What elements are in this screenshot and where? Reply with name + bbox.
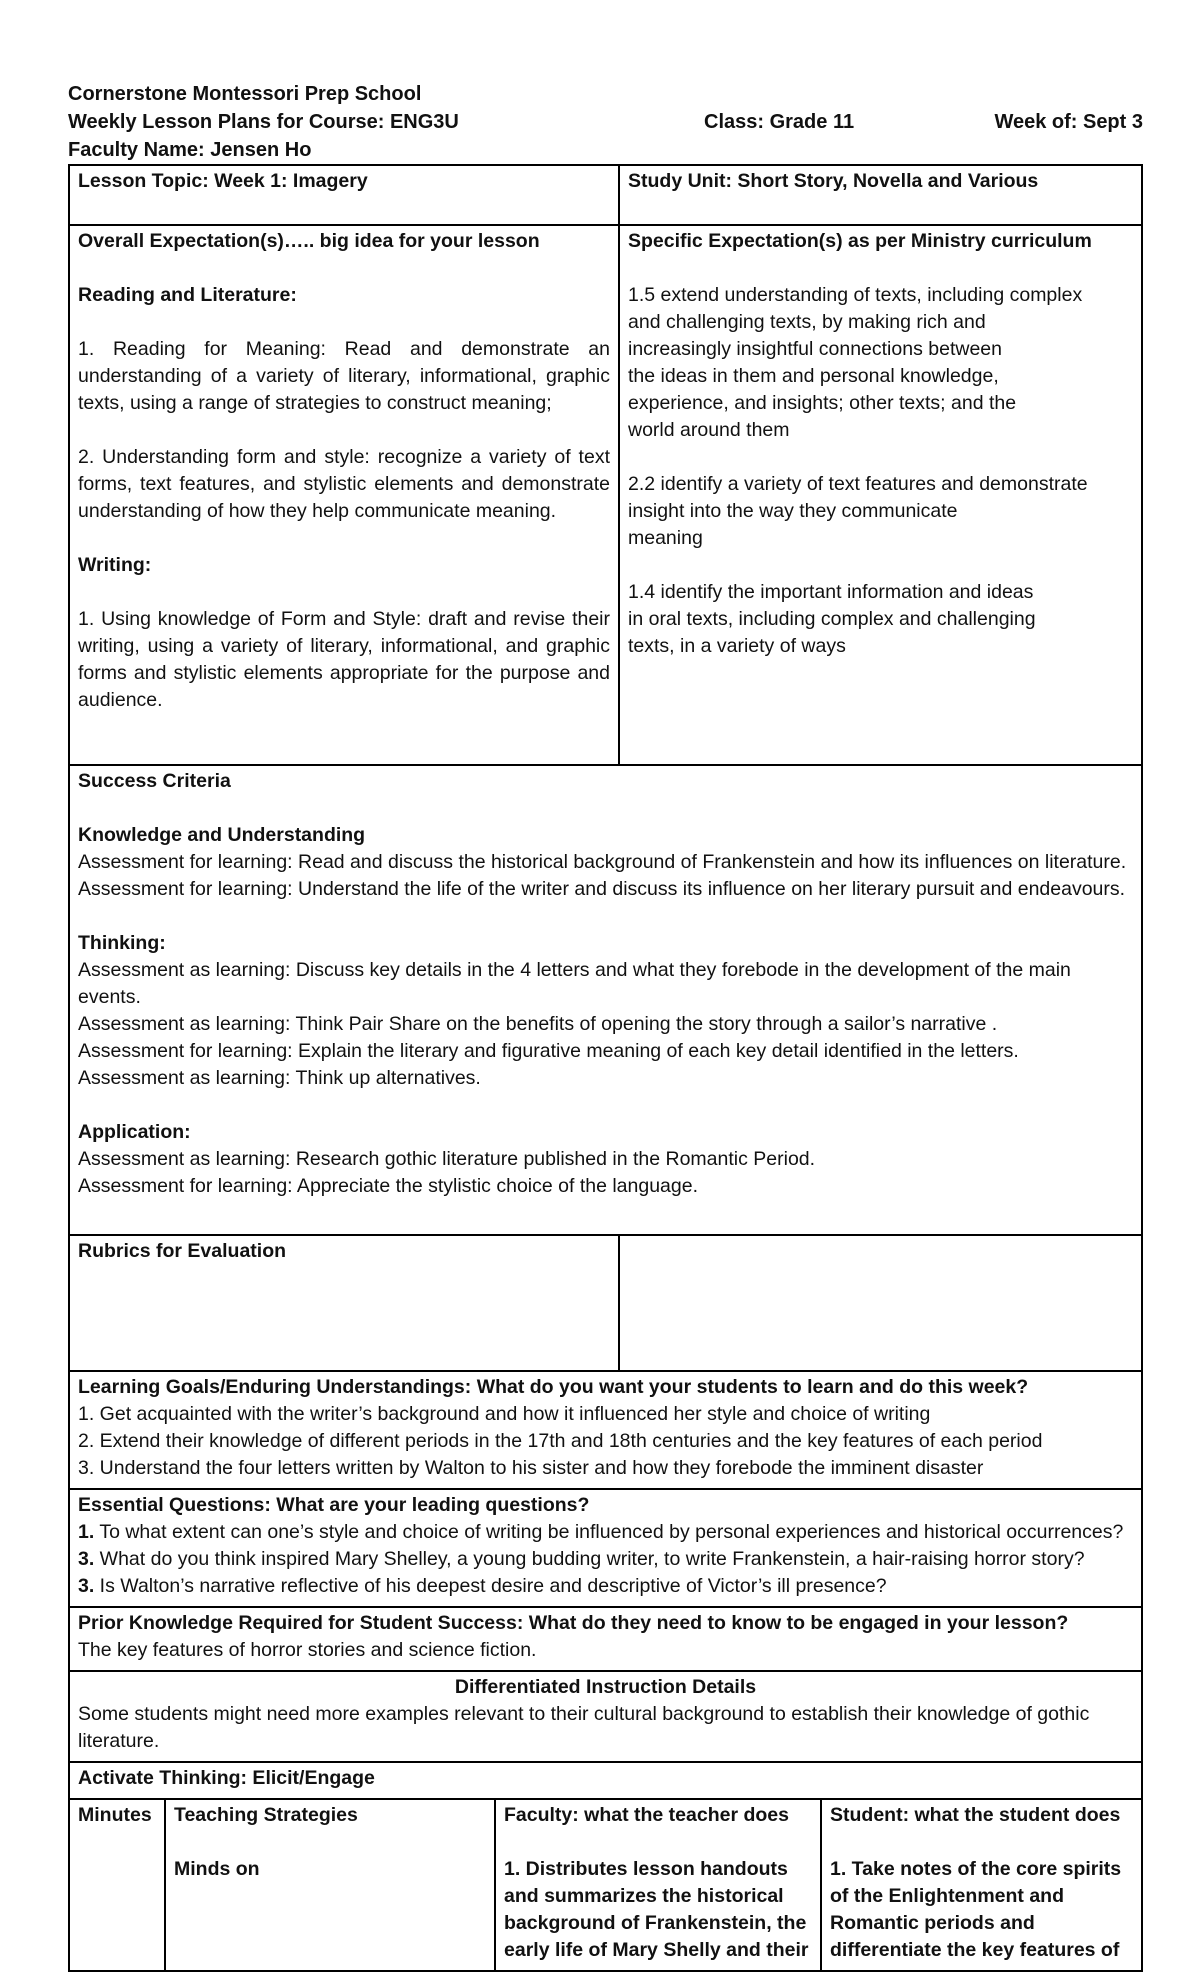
thinking-item: Assessment as learning: Think up alternatives. xyxy=(78,1067,481,1089)
prior-heading: Prior Knowledge Required for Student Success: What do they need to know to be engaged in your lesson? xyxy=(78,1612,1069,1634)
strategies-cell xyxy=(165,1799,495,1971)
success-heading: Success Criteria xyxy=(78,770,231,792)
writing-item-1: 1. Using knowledge of Form and Style: draft and revise their writing, using a variety of literary, informational, and graphic forms and stylistic elements appropriate for the purpose and audience. xyxy=(78,608,610,711)
question-item xyxy=(78,1546,1133,1573)
questions-heading: Essential Questions: What are your leading questions? xyxy=(78,1494,590,1516)
specific-item-1-line: world around them xyxy=(628,419,790,441)
specific-heading: Specific Expectation(s) as per Ministry curriculum xyxy=(628,230,1092,252)
document-header xyxy=(68,80,1143,164)
topic-row xyxy=(69,165,1142,225)
student-step-1: 1. Take notes of the core spirits of the Enlightenment and Romantic periods and differentiate the key features of xyxy=(830,1858,1122,1961)
student-header: Student: what the student does xyxy=(830,1804,1121,1826)
goal-item: 1. Get acquainted with the writer’s background and how it influenced her style and choice of writing xyxy=(78,1403,931,1425)
question-item xyxy=(78,1573,1133,1600)
thinking-item: Assessment as learning: Think Pair Share on the benefits of opening the story through a sailor’s narrative . xyxy=(78,1013,998,1035)
overall-expectations-cell xyxy=(69,225,619,765)
faculty-cell xyxy=(495,1799,821,1971)
question-item xyxy=(78,1519,1133,1546)
question-text: To what extent can one’s style and choice of writing be influenced by personal experiences and historical occurrences? xyxy=(94,1521,1124,1543)
goals-cell xyxy=(69,1371,1142,1489)
rubrics-row xyxy=(69,1235,1142,1371)
specific-item-2 xyxy=(628,471,1133,552)
study-unit-cell xyxy=(619,165,1142,225)
strategies-header: Teaching Strategies xyxy=(174,1804,358,1826)
differentiated-heading: Differentiated Instruction Details xyxy=(454,1676,757,1698)
specific-item-1-line: experience, and insights; other texts; and the xyxy=(628,392,1017,414)
questions-row xyxy=(69,1489,1142,1607)
question-number: 3. xyxy=(78,1548,95,1570)
differentiated-row xyxy=(69,1671,1142,1762)
faculty-header: Faculty: what the teacher does xyxy=(504,1804,789,1826)
goal-item: 3. Understand the four letters written by Walton to his sister and how they forebode the imminent disaster xyxy=(78,1457,984,1479)
overall-heading: Overall Expectation(s)….. big idea for your lesson xyxy=(78,230,540,252)
class-label: Class: Grade 11 xyxy=(704,111,855,133)
reading-item-2: 2. Understanding form and style: recognize a variety of text forms, text features, and stylistic elements and demonstrate understanding of how they help communicate meaning. xyxy=(78,446,610,522)
specific-item-1-line: 1.5 extend understanding of texts, including complex xyxy=(628,284,1083,306)
activate-heading: Activate Thinking: Elicit/Engage xyxy=(78,1767,375,1789)
specific-item-1-line: the ideas in them and personal knowledge, xyxy=(628,365,999,387)
strategies-header-row xyxy=(69,1799,1142,1971)
strategies-table xyxy=(68,1798,1143,1972)
specific-item-1-line: increasingly insightful connections between xyxy=(628,338,1002,360)
minutes-header: Minutes xyxy=(78,1804,152,1826)
specific-item-3-line: texts, in a variety of ways xyxy=(628,635,846,657)
question-number: 3. xyxy=(78,1575,95,1597)
rubrics-heading: Rubrics for Evaluation xyxy=(78,1240,287,1262)
specific-item-2-line: 2.2 identify a variety of text features and demonstrate xyxy=(628,473,1088,495)
course-row xyxy=(68,108,1143,136)
goals-heading: Learning Goals/Enduring Understandings: What do you want your students to learn and do this week? xyxy=(78,1376,1029,1398)
rubrics-empty-cell xyxy=(619,1235,1142,1371)
question-text: Is Walton’s narrative reflective of his deepest desire and descriptive of Victor’s ill presence? xyxy=(94,1575,887,1597)
specific-item-3-line: 1.4 identify the important information and ideas xyxy=(628,581,1034,603)
specific-item-1 xyxy=(628,282,1133,444)
student-cell xyxy=(821,1799,1142,1971)
faculty-step-1: 1. Distributes lesson handouts and summarizes the historical background of Frankenstein, the early life of Mary Shelly and their xyxy=(504,1858,809,1961)
prior-knowledge-cell xyxy=(69,1607,1142,1671)
application-heading: Application: xyxy=(78,1121,191,1143)
activate-cell xyxy=(69,1762,1142,1799)
minutes-cell xyxy=(69,1799,165,1971)
prior-knowledge-row xyxy=(69,1607,1142,1671)
lesson-plan-page xyxy=(68,80,1143,1972)
specific-expectations-cell xyxy=(619,225,1142,765)
ku-item: Assessment for learning: Read and discuss the historical background of Frankenstein and how its influences on literature. xyxy=(78,851,1127,873)
lesson-topic-cell xyxy=(69,165,619,225)
prior-text: The key features of horror stories and science fiction. xyxy=(78,1639,537,1661)
goals-row xyxy=(69,1371,1142,1489)
success-criteria-row xyxy=(69,765,1142,1235)
differentiated-cell xyxy=(69,1671,1142,1762)
plan-table-bottom xyxy=(68,1370,1143,1800)
ku-item: Assessment for learning: Understand the life of the writer and discuss its influence on her literary pursuit and endeavours. xyxy=(78,878,1126,900)
lesson-topic: Lesson Topic: Week 1: Imagery xyxy=(78,170,368,192)
reading-heading: Reading and Literature: xyxy=(78,284,297,306)
specific-item-1-line: and challenging texts, by making rich and xyxy=(628,311,986,333)
specific-item-3 xyxy=(628,579,1133,660)
ku-heading: Knowledge and Understanding xyxy=(78,824,366,846)
activate-row xyxy=(69,1762,1142,1799)
thinking-item: Assessment as learning: Discuss key details in the 4 letters and what they forebode in the development of the main events. xyxy=(78,959,1071,1008)
rubrics-cell xyxy=(69,1235,619,1371)
differentiated-text: Some students might need more examples relevant to their cultural background to establish their knowledge of gothic literature. xyxy=(78,1703,1090,1752)
questions-cell xyxy=(69,1489,1142,1607)
reading-item-1: 1. Reading for Meaning: Read and demonstrate an understanding of a variety of literary, informational, graphic texts, using a range of strategies to construct meaning; xyxy=(78,338,610,414)
school-name: Cornerstone Montessori Prep School xyxy=(68,83,422,105)
writing-heading: Writing: xyxy=(78,554,152,576)
application-item: Assessment as learning: Research gothic literature published in the Romantic Period. xyxy=(78,1148,816,1170)
success-criteria-cell xyxy=(69,765,1142,1235)
study-unit: Study Unit: Short Story, Novella and Various xyxy=(628,170,1039,192)
minds-on-label: Minds on xyxy=(174,1858,260,1880)
thinking-heading: Thinking: xyxy=(78,932,166,954)
specific-item-2-line: meaning xyxy=(628,527,703,549)
specific-item-3-line: in oral texts, including complex and challenging xyxy=(628,608,1036,630)
expectations-row xyxy=(69,225,1142,765)
week-label: Week of: Sept 3 xyxy=(994,111,1143,133)
course-title: Weekly Lesson Plans for Course: ENG3U xyxy=(68,111,459,133)
question-number: 1. xyxy=(78,1521,95,1543)
thinking-item: Assessment for learning: Explain the literary and figurative meaning of each key detail identified in the letters. xyxy=(78,1040,1019,1062)
question-text: What do you think inspired Mary Shelley, a young budding writer, to write Frankenstein, a hair-raising horror story? xyxy=(94,1548,1085,1570)
specific-item-2-line: insight into the way they communicate xyxy=(628,500,958,522)
goal-item: 2. Extend their knowledge of different periods in the 17th and 18th centuries and the key features of each period xyxy=(78,1430,1043,1452)
faculty-name: Faculty Name: Jensen Ho xyxy=(68,139,312,161)
application-item: Assessment for learning: Appreciate the stylistic choice of the language. xyxy=(78,1175,699,1197)
plan-table-top xyxy=(68,164,1143,1372)
